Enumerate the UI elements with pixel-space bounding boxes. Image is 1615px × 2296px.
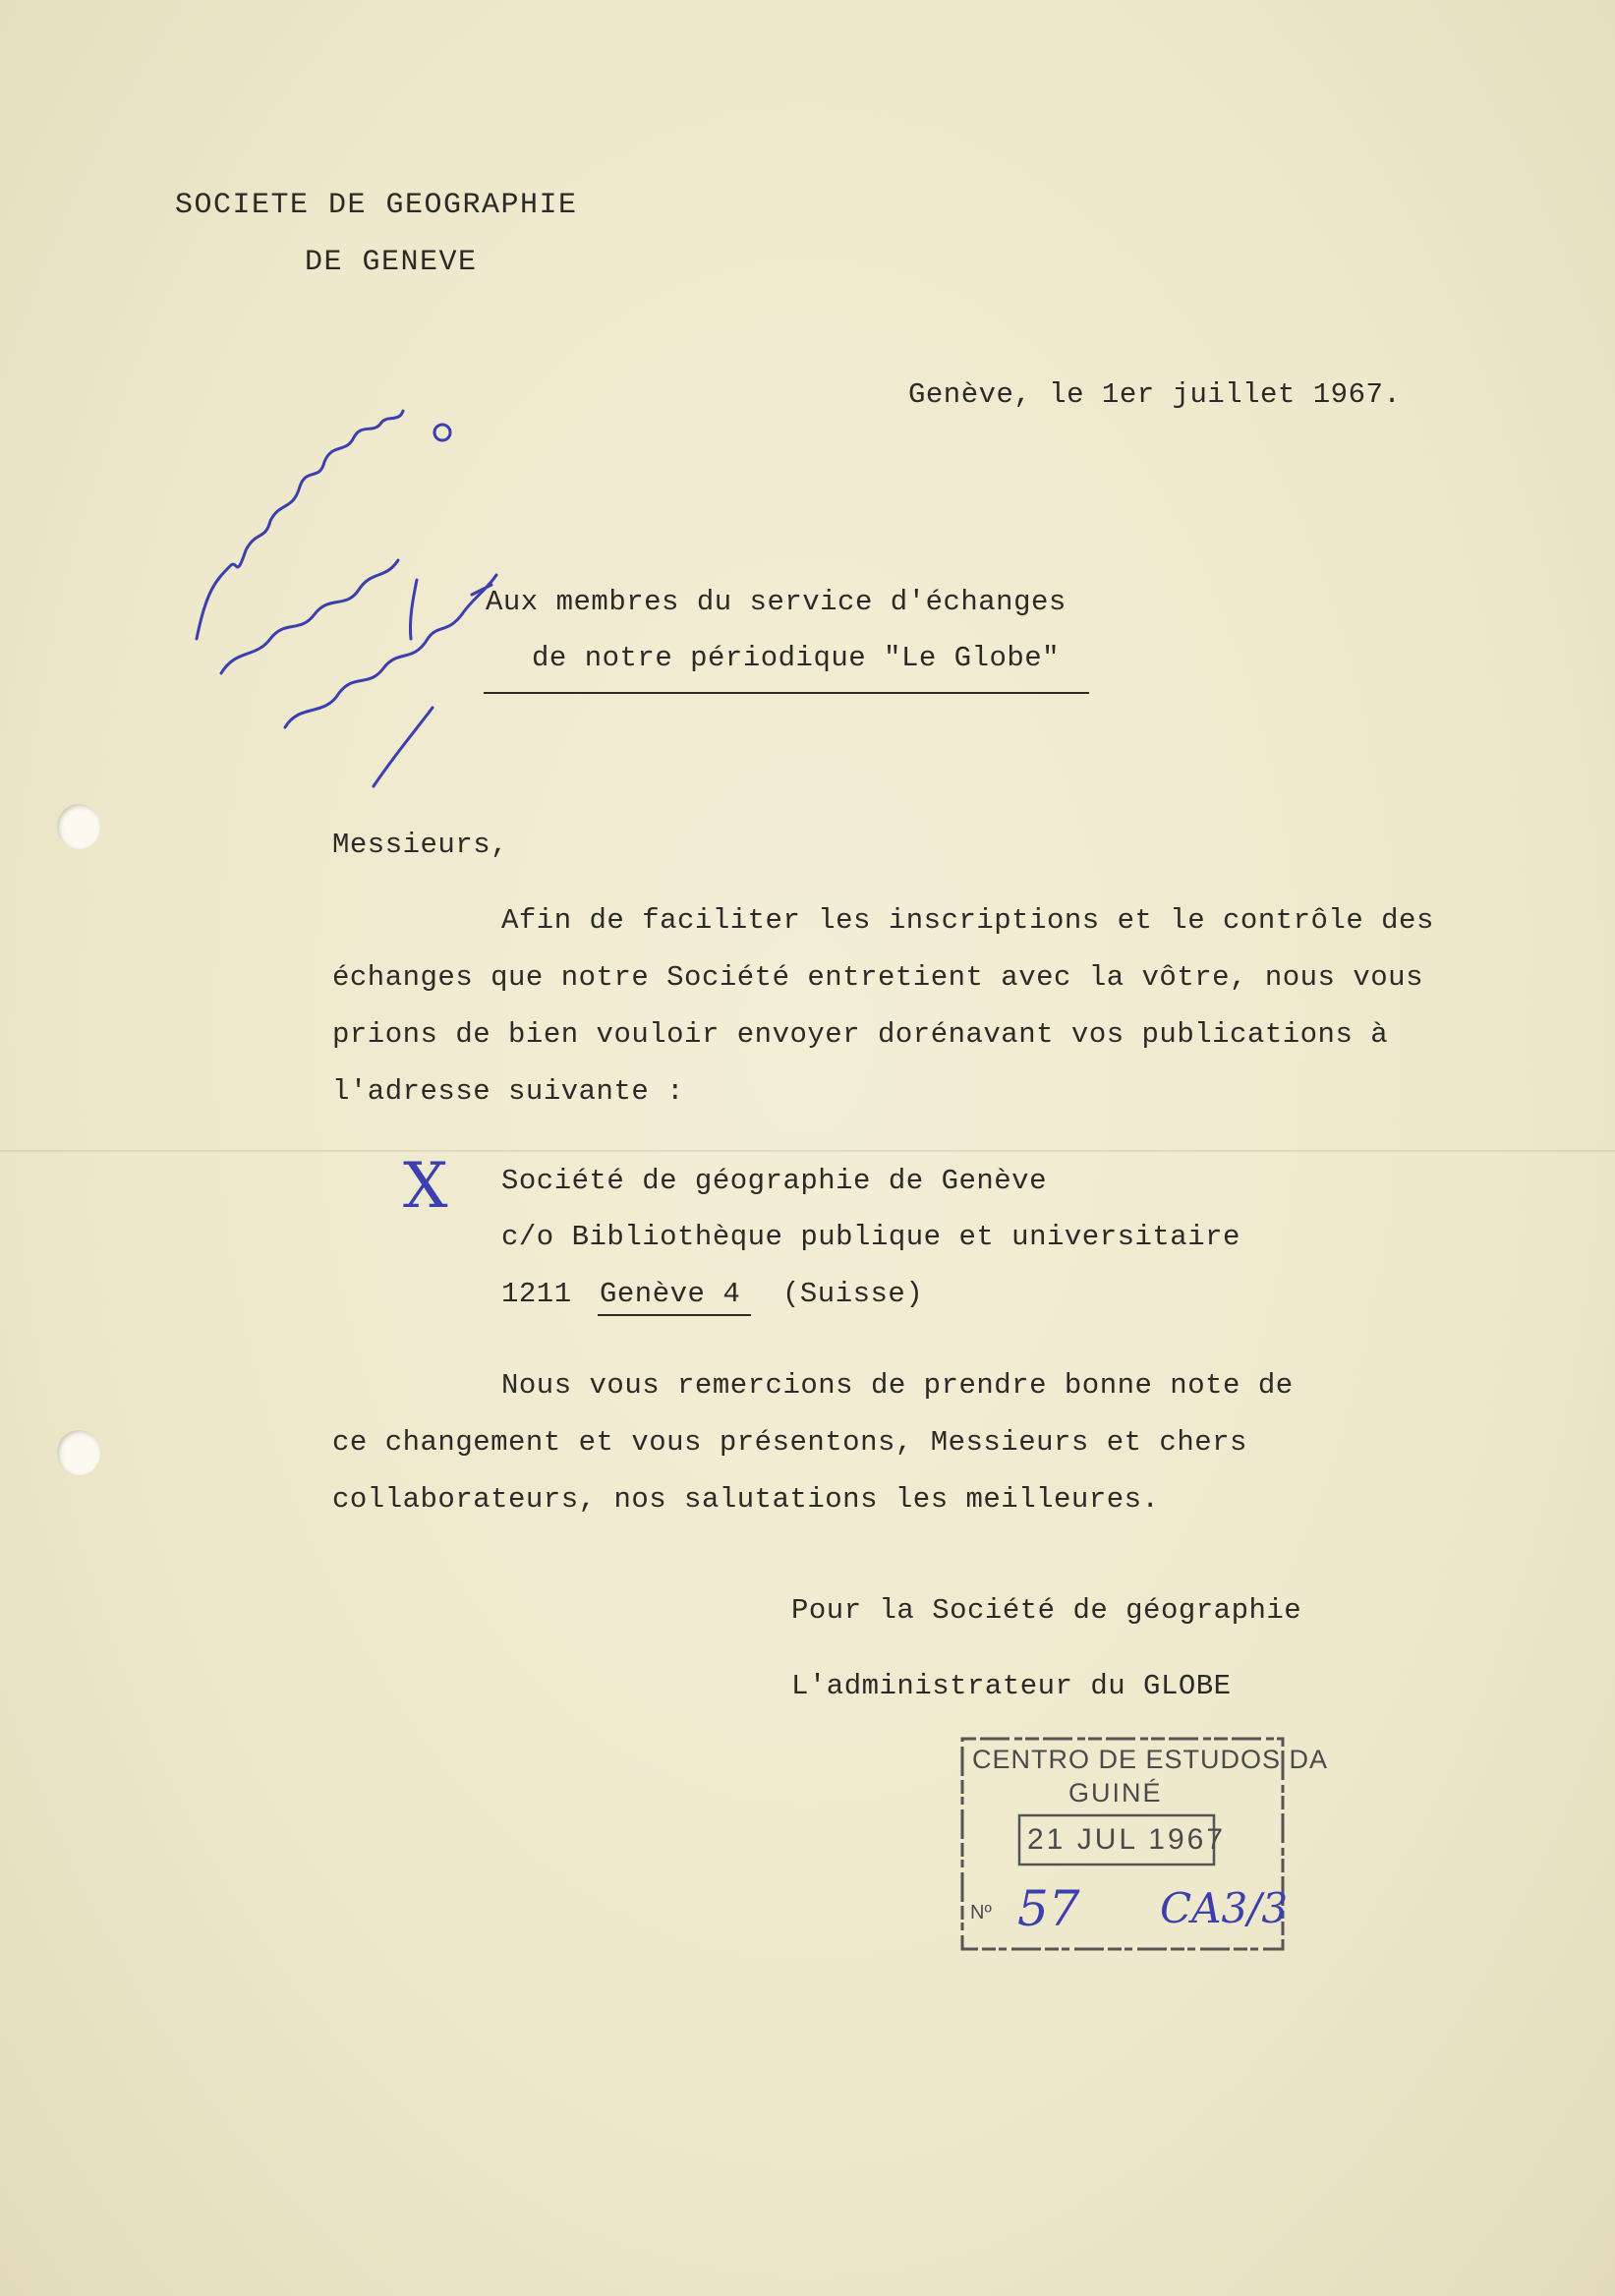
paragraph1-line2: échanges que notre Société entretient avec la vôtre, nous vous <box>332 961 1423 994</box>
stamp-org-line2: GUINÉ <box>1068 1778 1163 1808</box>
stamp-handwritten-number: 57 <box>1017 1880 1080 1937</box>
recipient-line2: de notre périodique "Le Globe" <box>532 642 1061 674</box>
stamp-org-line1: CENTRO DE ESTUDOS DA <box>972 1745 1329 1774</box>
address-postcode: 1211 <box>501 1278 572 1310</box>
signature-line1: Pour la Société de géographie <box>791 1594 1302 1627</box>
stamp-date: 21 JUL 1967 <box>1027 1823 1227 1856</box>
salutation: Messieurs, <box>332 829 509 861</box>
handwritten-margin-note <box>177 393 531 806</box>
paragraph2-line1: Nous vous remercions de prendre bonne note de <box>501 1369 1294 1402</box>
address-x-mark: X <box>403 1150 448 1223</box>
address-city-underline <box>598 1314 751 1316</box>
signature-line2: L'administrateur du GLOBE <box>791 1670 1232 1702</box>
paper-fold <box>0 1150 1615 1152</box>
stamp-number-prefix: Nº <box>970 1902 992 1923</box>
letterhead-line1: SOCIETE DE GEOGRAPHIE <box>175 189 578 222</box>
address-city: Genève 4 <box>600 1278 741 1310</box>
punch-hole-bottom <box>57 1430 100 1475</box>
punch-hole-top <box>57 804 100 849</box>
paragraph1-line1: Afin de faciliter les inscriptions et le contrôle des <box>501 904 1434 937</box>
stamp-handwritten-code: CA3/3 <box>1160 1884 1289 1932</box>
date-line: Genève, le 1er juillet 1967. <box>908 378 1402 411</box>
recipient-underline <box>484 692 1089 694</box>
paragraph1-line3: prions de bien vouloir envoyer dorénavant vos publications à <box>332 1018 1389 1051</box>
address-line2: c/o Bibliothèque publique et universitaire <box>501 1221 1240 1253</box>
recipient-line1: Aux membres du service d'échanges <box>486 586 1067 618</box>
address-country: (Suisse) <box>782 1278 924 1310</box>
paragraph1-line4: l'adresse suivante : <box>332 1075 685 1108</box>
received-stamp <box>958 1735 1329 1956</box>
paragraph2-line3: collaborateurs, nos salutations les meilleures. <box>332 1483 1160 1516</box>
letterhead-line2: DE GENEVE <box>305 246 478 279</box>
paragraph2-line2: ce changement et vous présentons, Messieurs et chers <box>332 1426 1247 1459</box>
address-line1: Société de géographie de Genève <box>501 1165 1047 1197</box>
